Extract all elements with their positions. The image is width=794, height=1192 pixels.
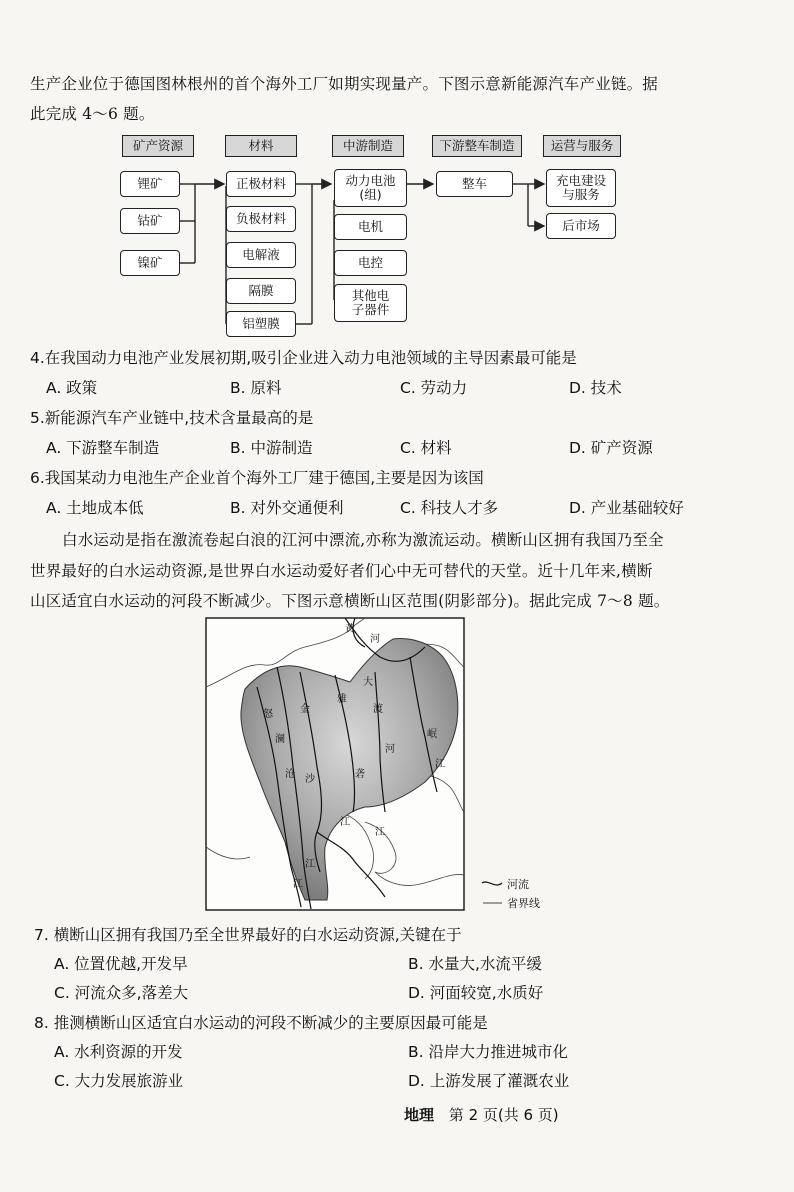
question-8-option-b: B. 沿岸大力推进城市化 xyxy=(408,1043,568,1061)
box-vehicle: 整车 xyxy=(436,171,513,197)
header-minerals: 矿产资源 xyxy=(122,135,194,157)
box-lithium: 锂矿 xyxy=(120,171,180,197)
other-electronics-line-2: 子器件 xyxy=(351,302,390,317)
question-8-option-d: D. 上游发展了灌溉农业 xyxy=(408,1072,570,1090)
label-jiang-min: 江 xyxy=(435,759,445,770)
label-long: 砻 xyxy=(355,769,365,780)
other-electronics-line-1: 其他电 xyxy=(351,288,390,303)
box-charging xyxy=(546,169,616,207)
hengduan-map xyxy=(205,617,570,917)
question-5-option-c: C. 材料 xyxy=(400,439,452,457)
box-motor: 电机 xyxy=(334,214,407,240)
header-vehicle: 下游整车制造 xyxy=(432,135,522,157)
question-7-option-b: B. 水量大,水流平缓 xyxy=(408,955,542,973)
label-lan: 澜 xyxy=(275,734,285,745)
question-4-option-b: B. 原料 xyxy=(230,379,282,397)
label-jiang-3: 江 xyxy=(340,817,350,828)
charging-line-2: 与服务 xyxy=(562,187,600,202)
label-jiang-1: 江 xyxy=(293,879,303,890)
question-4-option-a: A. 政策 xyxy=(46,379,98,397)
passage-line-3: 山区适宜白水运动的河段不断减少。下图示意横断山区范围(阴影部分)。据此完成 7～8 题。 xyxy=(30,592,670,610)
footer-subject: 地理 xyxy=(404,1106,435,1124)
box-controller: 电控 xyxy=(334,250,407,276)
intro-line-2: 此完成 4～6 题。 xyxy=(30,105,155,123)
box-electrolyte: 电解液 xyxy=(226,242,296,268)
question-5-stem: 5.新能源汽车产业链中,技术含量最高的是 xyxy=(30,409,314,427)
passage-line-2: 世界最好的白水运动资源,是世界白水运动爱好者们心中无可替代的天堂。近十几年来,横断 xyxy=(30,562,653,580)
box-anode: 负极材料 xyxy=(226,206,296,232)
label-cang: 沧 xyxy=(285,769,295,780)
question-7-stem: 7. 横断山区拥有我国乃至全世界最好的白水运动资源,关键在于 xyxy=(34,926,462,944)
industry-chain-diagram xyxy=(0,0,794,350)
charging-line-1: 充电建设 xyxy=(555,173,606,188)
label-nu: 怒 xyxy=(263,709,273,720)
footer-page: 第 2 页(共 6 页) xyxy=(448,1106,559,1124)
legend-border-label: 省界线 xyxy=(507,897,540,910)
label-min: 岷 xyxy=(427,729,437,740)
question-6-stem: 6.我国某动力电池生产企业首个海外工厂建于德国,主要是因为该国 xyxy=(30,469,484,487)
question-7-option-a: A. 位置优越,开发早 xyxy=(54,955,188,973)
question-6-option-d: D. 产业基础较好 xyxy=(569,499,684,517)
box-other-electronics xyxy=(334,284,407,322)
question-8-stem: 8. 推测横断山区适宜白水运动的河段不断减少的主要原因最可能是 xyxy=(34,1014,488,1032)
header-materials: 材料 xyxy=(225,135,297,157)
label-jin: 金 xyxy=(300,704,310,715)
question-6-option-b: B. 对外交通便利 xyxy=(230,499,344,517)
question-4-option-d: D. 技术 xyxy=(569,379,622,397)
footer xyxy=(404,1104,559,1125)
power-battery-line-1: 动力电池 xyxy=(345,173,396,188)
label-du: 渡 xyxy=(373,704,383,715)
label-huang: 黄 xyxy=(345,624,355,635)
label-sha: 沙 xyxy=(305,774,315,785)
question-6-option-c: C. 科技人才多 xyxy=(400,499,499,517)
label-he-2: 河 xyxy=(385,744,395,755)
question-4-stem: 4.在我国动力电池产业发展初期,吸引企业进入动力电池领域的主导因素最可能是 xyxy=(30,349,577,367)
question-5-option-a: A. 下游整车制造 xyxy=(46,439,160,457)
power-battery-line-2: (组) xyxy=(359,187,382,202)
legend-river-symbol xyxy=(482,882,502,885)
label-da: 大 xyxy=(363,677,373,688)
header-midstream: 中游制造 xyxy=(332,135,404,157)
box-nickel: 镍矿 xyxy=(120,250,180,276)
intro-line-1: 生产企业位于德国图林根州的首个海外工厂如期实现量产。下图示意新能源汽车产业链。据 xyxy=(30,75,659,93)
box-cobalt: 钴矿 xyxy=(120,208,180,234)
box-cathode: 正极材料 xyxy=(226,171,296,197)
label-jiang-2: 江 xyxy=(305,859,315,870)
box-aluminum-film: 铝塑膜 xyxy=(226,311,296,337)
header-services: 运营与服务 xyxy=(543,135,621,157)
question-8-option-c: C. 大力发展旅游业 xyxy=(54,1072,184,1090)
question-5-option-b: B. 中游制造 xyxy=(230,439,313,457)
legend-river-label: 河流 xyxy=(507,878,529,891)
question-7-option-c: C. 河流众多,落差大 xyxy=(54,984,189,1002)
box-power-battery xyxy=(334,169,407,207)
box-separator: 隔膜 xyxy=(226,278,296,304)
question-7-option-d: D. 河面较宽,水质好 xyxy=(408,984,544,1002)
passage-line-1: 白水运动是指在激流卷起白浪的江河中漂流,亦称为激流运动。横断山区拥有我国乃至全 xyxy=(62,531,664,549)
box-aftermarket: 后市场 xyxy=(546,213,616,239)
label-jiang-4: 江 xyxy=(375,827,385,838)
question-5-option-d: D. 矿产资源 xyxy=(569,439,653,457)
question-6-option-a: A. 土地成本低 xyxy=(46,499,144,517)
map-legend xyxy=(482,877,540,910)
label-ya: 雅 xyxy=(337,694,347,705)
question-8-option-a: A. 水利资源的开发 xyxy=(54,1043,183,1061)
question-4-option-c: C. 劳动力 xyxy=(400,379,468,397)
label-he-1: 河 xyxy=(370,634,380,645)
